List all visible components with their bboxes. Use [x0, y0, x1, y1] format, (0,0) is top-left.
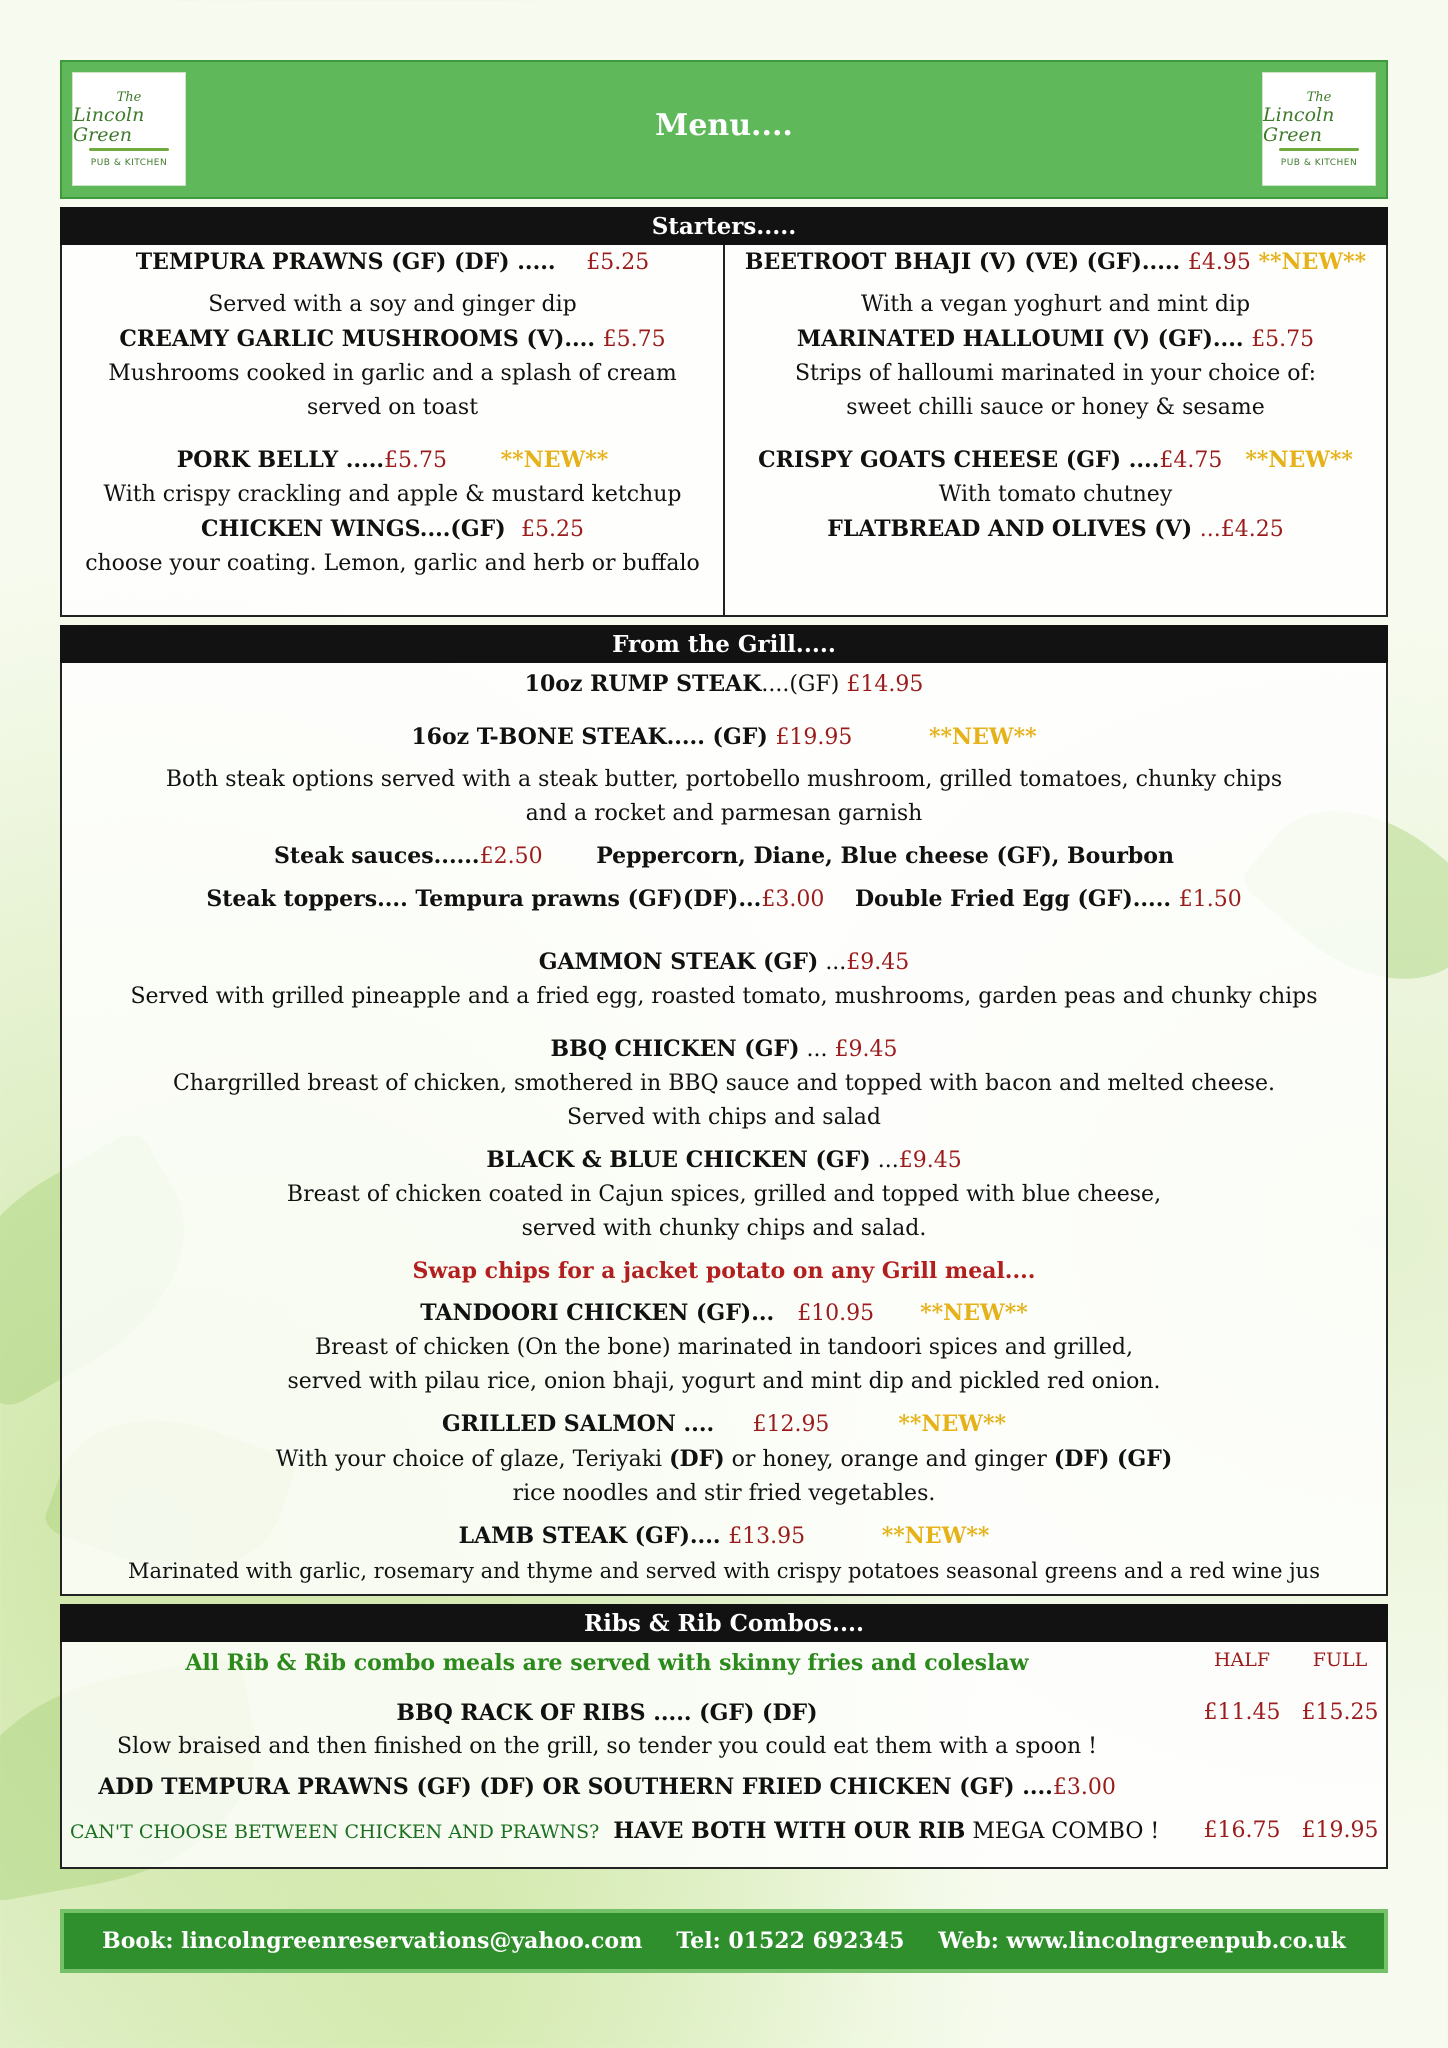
menu-item-salmon: GRILLED SALMON .... £12.95 **NEW** [442, 1411, 1006, 1437]
item-description: Served with a soy and ginger dip [208, 292, 577, 317]
page-title: Menu.... [655, 108, 793, 143]
booking-email[interactable]: Book: lincolngreenreservations@yahoo.com [102, 1928, 643, 1954]
steak-sauces: Steak sauces......£2.50 Peppercorn, Diane, Blue cheese (GF), Bourbon [274, 843, 1174, 869]
ribs-section: All Rib & Rib combo meals are served with skinny fries and coleslaw HALF FULL BBQ RACK OF RIBS ..... (GF) (DF) £11.45 £15.25 Slow braised and then finished on the grill, so tender you could eat them with a spoon ! ADD TEMPURA PRAWNS (GF) (DF) OR SOUTHERN FRIED CHICKEN (GF) ....£3.00 CAN'T CHOOSE BETWEEN CHICKEN AND PRAWNS? HAVE BOTH WITH OUR RIB MEGA COMBO ! £16.75 £19.95 [60, 1642, 1388, 1869]
logo-name: Lincoln Green [73, 104, 145, 146]
item-description: Both steak options served with a steak butter, portobello mushroom, grilled tomatoes, chunky chips [165, 767, 1283, 792]
new-badge: **NEW** [929, 724, 1037, 750]
menu-item-pork-belly: PORK BELLY .....£5.75 **NEW** [176, 447, 609, 473]
new-badge: **NEW** [1245, 447, 1353, 473]
starters-left-column [62, 245, 725, 615]
menu-item-tbone-steak: 16oz T-BONE STEAK..... (GF) £19.95 **NEW** [411, 724, 1037, 750]
item-description: Breast of chicken (On the bone) marinated in tandoori spices and grilled, [315, 1335, 1133, 1360]
grill-heading: From the Grill..... [60, 625, 1388, 663]
contact-footer [60, 1909, 1388, 1973]
website[interactable]: Web: www.lincolngreenpub.co.uk [938, 1928, 1346, 1954]
new-badge: **NEW** [920, 1300, 1028, 1326]
menu-item-tempura: TEMPURA PRAWNS (GF) (DF) ..... £5.25 [135, 249, 650, 275]
item-description: served with pilau rice, onion bhaji, yogurt and mint dip and pickled red onion. [287, 1369, 1161, 1394]
half-label: HALF [1213, 1649, 1271, 1671]
item-description: Chargrilled breast of chicken, smothered in BBQ sauce and topped with bacon and melted cheese. [172, 1071, 1276, 1096]
menu-item-rump-steak: 10oz RUMP STEAK....(GF) £14.95 [524, 671, 924, 697]
item-description: Strips of halloumi marinated in your choice of: [794, 361, 1317, 386]
item-description: sweet chilli sauce or honey & sesame [846, 395, 1265, 420]
item-description: and a rocket and parmesan garnish [525, 801, 923, 826]
grill-section [60, 663, 1388, 1596]
new-badge: **NEW** [500, 447, 609, 473]
starters-heading: Starters..... [60, 207, 1388, 245]
full-label: FULL [1312, 1649, 1368, 1671]
menu-page [60, 60, 1388, 1973]
logo-the: The [1306, 90, 1332, 105]
ribs-intro: All Rib & Rib combo meals are served with skinny fries and coleslaw [185, 1650, 1029, 1676]
telephone[interactable]: Tel: 01522 692345 [676, 1928, 905, 1954]
menu-item-lamb-steak: LAMB STEAK (GF).... £13.95 **NEW** [458, 1523, 990, 1549]
item-description: choose your coating. Lemon, garlic and herb or buffalo [85, 551, 700, 576]
logo-subtitle: PUB & KITCHEN [1280, 158, 1358, 168]
menu-header [60, 60, 1388, 199]
steak-toppers: Steak toppers.... Tempura prawns (GF)(DF)...£3.00 Double Fried Egg (GF)..... £1.50 [206, 886, 1242, 912]
menu-item-chicken-wings: CHICKEN WINGS....(GF) £5.25 [201, 516, 584, 542]
item-description: With crispy crackling and apple & mustard ketchup [103, 482, 682, 507]
item-description: Breast of chicken coated in Cajun spices, grilled and topped with blue cheese, [286, 1182, 1162, 1207]
menu-item-bbq-chicken: BBQ CHICKEN (GF) ... £9.45 [550, 1036, 898, 1062]
item-description: Served with grilled pineapple and a fried egg, roasted tomato, mushrooms, garden peas and chunky chips [130, 984, 1318, 1009]
logo-the: The [116, 90, 142, 105]
starters-section [60, 245, 1388, 617]
item-description: served with chunky chips and salad. [521, 1216, 927, 1241]
swap-note: Swap chips for a jacket potato on any Grill meal.... [412, 1258, 1036, 1284]
menu-item-beetroot-bhaji: BEETROOT BHAJI (V) (VE) (GF)..... £4.95 **NEW** [744, 249, 1367, 275]
starters-right-column [725, 245, 1386, 615]
menu-item-flatbread: FLATBREAD AND OLIVES (V) ...£4.25 [827, 516, 1284, 542]
logo-right [1262, 72, 1376, 186]
menu-item-goats-cheese: CRISPY GOATS CHEESE (GF) ....£4.75 **NEW** [758, 447, 1353, 473]
item-description: Served with chips and salad [567, 1105, 881, 1130]
menu-item-tandoori: TANDOORI CHICKEN (GF)... £10.95 **NEW** [420, 1300, 1028, 1326]
item-description: With your choice of glaze, Teriyaki (DF) or honey, orange and ginger (DF) (GF) [275, 1446, 1173, 1472]
menu-item-gammon: GAMMON STEAK (GF) ...£9.45 [538, 949, 910, 975]
menu-item-halloumi: MARINATED HALLOUMI (V) (GF).... £5.75 [796, 326, 1315, 352]
menu-item-black-blue-chicken: BLACK & BLUE CHICKEN (GF) ...£9.45 [486, 1147, 962, 1173]
item-description: With a vegan yoghurt and mint dip [860, 292, 1251, 317]
logo-subtitle: PUB & KITCHEN [90, 158, 168, 168]
ribs-heading: Ribs & Rib Combos.... [60, 1604, 1388, 1642]
item-description: served on toast [306, 395, 479, 420]
new-badge: **NEW** [881, 1523, 990, 1549]
logo-vine [89, 148, 169, 151]
new-badge: **NEW** [898, 1411, 1006, 1437]
logo-name: Lincoln Green [1263, 104, 1335, 146]
item-description: Marinated with garlic, rosemary and thyme and served with crispy potatoes seasonal greens and a red wine jus [128, 1559, 1320, 1583]
item-description: Mushrooms cooked in garlic and a splash of cream [108, 361, 677, 386]
item-description: With tomato chutney [938, 482, 1173, 507]
new-badge: **NEW** [1258, 249, 1367, 275]
logo-vine [1279, 148, 1359, 151]
menu-item-mushrooms: CREAMY GARLIC MUSHROOMS (V).... £5.75 [119, 326, 666, 352]
item-description: rice noodles and stir fried vegetables. [512, 1481, 936, 1506]
